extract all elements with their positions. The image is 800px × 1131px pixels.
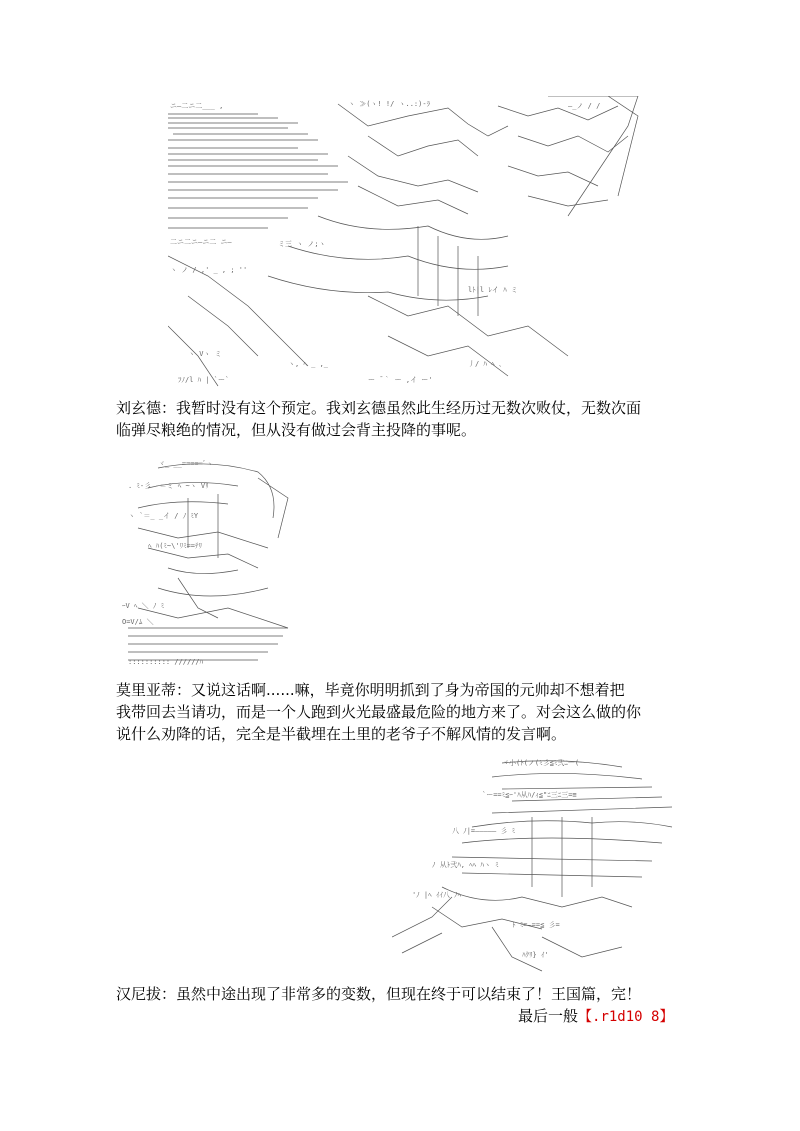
ending-line xyxy=(518,1006,673,1027)
svg-text:ニ―二ニ二___ ,: ニ―二ニ二___ , xyxy=(170,102,224,110)
dialogue-text: ：虽然中途出现了非常多的变数，但现在终于可以结束了！王国篇，完！ xyxy=(161,985,642,1003)
dialogue-line xyxy=(116,397,641,419)
svg-text:ミ三 ヽ ノ;ヽ: ミ三 ヽ ノ;ヽ xyxy=(278,240,326,248)
svg-text:ヽ ≫(ヽ! !/ ヽ..:)-ﾗ: ヽ ≫(ヽ! !/ ヽ..:)-ﾗ xyxy=(348,100,431,108)
svg-text:丿/ ﾊ ﾍ ､: 丿/ ﾊ ﾍ ､ xyxy=(468,360,503,368)
svg-text:―_ノ / /: ―_ノ / / xyxy=(568,102,601,110)
speaker-name: 莫里亚蒂 xyxy=(116,681,177,699)
svg-text:ﾄ ﾐ=―==≦ 彡=: ﾄ ﾐ=―==≦ 彡= xyxy=(512,921,560,929)
ascii-art-scene-drawing xyxy=(168,96,648,388)
dialogue-line xyxy=(116,723,566,745)
svg-text:O=V/ﾑ ＼: O=V/ﾑ ＼ xyxy=(122,618,154,626)
dice-roll-tag: 【.r1d10 8】 xyxy=(578,1009,674,1025)
svg-text:ヾ_ __=====ﾞヽ: ヾ_ __=====ﾞヽ xyxy=(158,460,214,468)
svg-text:八 ﾉ|=――――― 彡 ﾐ: 八 ﾉ|=――――― 彡 ﾐ xyxy=(452,827,516,835)
svg-text:ヽ `＝_ _イ / ﾉ ﾐY: ヽ `＝_ _イ / ﾉ ﾐY xyxy=(128,512,199,520)
svg-text:ﾍ ﾊ(ﾐ~\'ﾘﾐ==ﾃﾘ: ﾍ ﾊ(ﾐ~\'ﾘﾐ==ﾃﾘ xyxy=(148,542,203,550)
speaker-name: 汉尼拔 xyxy=(116,985,162,1003)
speaker-name: 刘玄德 xyxy=(116,399,162,417)
svg-text:ﾌﾉ/l ﾊ | `ー`: ﾌﾉ/l ﾊ | `ー` xyxy=(178,376,230,384)
dialogue-text: 临弹尽粮绝的情况，但从没有做过会背主投降的事呢。 xyxy=(116,421,477,439)
svg-text:ｰV ﾍ ＼ ﾉ ﾐ: ｰV ﾍ ＼ ﾉ ﾐ xyxy=(122,602,165,610)
svg-text::::::::::: //////ﾊ: :::::::::: //////ﾊ xyxy=(128,658,204,666)
ascii-art-portrait-drawing xyxy=(118,458,298,668)
svg-text:二ニ二ニ―ニ二 ニ―: 二ニ二ニ―ニ二 ニ― xyxy=(170,238,232,246)
dialogue-line xyxy=(116,701,641,723)
svg-text:ー ̄ ｀ ー ,イ ー': ー ̄ ｀ ー ,イ ー' xyxy=(368,376,433,384)
dialogue-text: ：我暂时没有这个预定。我刘玄德虽然此生经历过无数次败仗，无数次面 xyxy=(161,399,642,417)
svg-text:ヾ小(ﾄ(ノ(ﾐ彡≦ﾐ弐ﾆ一(: ヾ小(ﾄ(ノ(ﾐ彡≦ﾐ弐ﾆ一( xyxy=(502,759,580,767)
ending-text: 最后一般 xyxy=(518,1007,579,1025)
dialogue-text: ：又说这话啊......嘛，毕竟你明明抓到了身为帝国的元帅却不想着把 xyxy=(176,681,625,699)
svg-text:ヽ Vヽ ミ: ヽ Vヽ ミ xyxy=(188,350,222,358)
dialogue-line xyxy=(116,983,641,1005)
svg-text:ヽ ノ / ,' _ , ; '': ヽ ノ / ,' _ , ; '' xyxy=(170,266,248,274)
dialogue-line xyxy=(116,419,476,441)
svg-text:'ﾉ |ﾍ ｲｲ八 ﾉﾍ: 'ﾉ |ﾍ ｲｲ八 ﾉﾍ xyxy=(412,891,462,899)
svg-text:lﾄ|l ﾚイ ﾊ ミ: lﾄ|l ﾚイ ﾊ ミ xyxy=(468,286,518,294)
svg-text:. ﾐ-彡 -＝ミ ﾍ ~ヽ Vﾘ: . ﾐ-彡 -＝ミ ﾍ ~ヽ Vﾘ xyxy=(128,482,209,490)
svg-text:ﾊｸﾘ} ｲ': ﾊｸﾘ} ｲ' xyxy=(522,951,549,959)
svg-text:ﾉ 从ﾄ弐ﾊ, ﾍﾍ ﾊヽ ﾐ: ﾉ 从ﾄ弐ﾊ, ﾍﾍ ﾊヽ ﾐ xyxy=(432,861,499,869)
dialogue-text: 我带回去当请功，而是一个人跑到火光最盛最危险的地方来了。对会这么做的你 xyxy=(116,703,642,721)
dialogue-line xyxy=(116,679,625,701)
dialogue-text: 说什么劝降的话，完全是半截埋在土里的老爷子不解风情的发言啊。 xyxy=(116,725,567,743)
ascii-art-portrait-drawing xyxy=(392,757,682,977)
svg-text:`ー==ﾐ≦ｰ'ﾊ从ﾊ/ｨ≦"ﾆ三ﾆ三=≡: `ー==ﾐ≦ｰ'ﾊ从ﾊ/ｨ≦"ﾆ三ﾆ三=≡ xyxy=(482,791,577,799)
ascii-art-battle-scene xyxy=(168,96,648,388)
svg-text:ヽ, ﾍ _ ,_: ヽ, ﾍ _ ,_ xyxy=(288,360,329,368)
ascii-art-portrait-right xyxy=(392,757,682,977)
ascii-art-portrait-left xyxy=(118,458,298,668)
